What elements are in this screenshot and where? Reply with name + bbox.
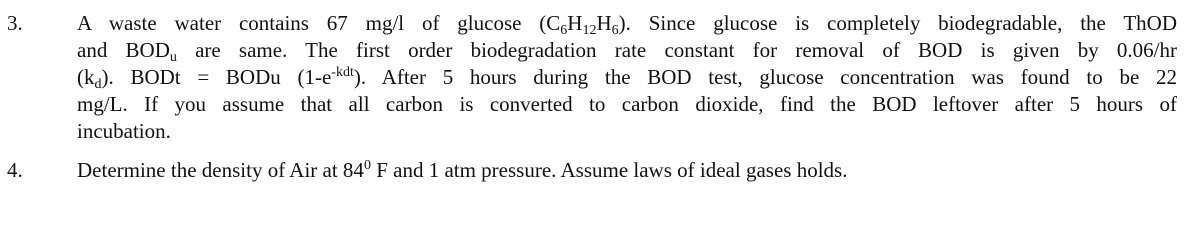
- text-run: mg/L. If you assume that all carbon is converted to carbon dioxide, find the BOD leftover after 5 hours of: [77, 92, 1177, 116]
- superscript: 0: [363, 158, 371, 173]
- text-run: and BOD: [77, 38, 170, 62]
- question-line: [77, 37, 1177, 64]
- text-run: ). BODt = BODu (1-e: [101, 65, 332, 89]
- subscript: 6: [611, 23, 619, 38]
- text-run: F and 1 atm pressure. Assume laws of ideal gases holds.: [370, 158, 848, 182]
- question-line: [77, 10, 1177, 37]
- superscript: -kdt: [331, 65, 354, 80]
- text-run: Determine the density of Air at 84: [77, 158, 364, 182]
- text-run: H: [567, 11, 583, 35]
- subscript: 6: [560, 23, 568, 38]
- question-line: [77, 64, 1177, 91]
- subscript: d: [94, 77, 102, 92]
- text-run: A waste water contains 67 mg/l of glucose (C: [77, 11, 561, 35]
- text-run: incubation.: [77, 119, 171, 143]
- text-run: ). After 5 hours during the BOD test, glucose concentration was found to be 22: [353, 65, 1177, 89]
- question-text: [77, 157, 1177, 184]
- text-run: (k: [77, 65, 95, 89]
- subscript: u: [169, 50, 177, 65]
- question-line: [77, 118, 1177, 145]
- subscript: 12: [582, 23, 597, 38]
- question-number: 3.: [7, 11, 23, 35]
- question-number: 4.: [7, 158, 23, 182]
- question-text: [77, 10, 1177, 145]
- text-run: are same. The first order biodegradation rate constant for removal of BOD is given by 0.06/hr: [176, 38, 1177, 62]
- question-line: [77, 157, 1177, 184]
- text-run: H: [596, 11, 612, 35]
- question-line: [77, 91, 1177, 118]
- text-run: ). Since glucose is completely biodegradable, the ThOD: [618, 11, 1177, 35]
